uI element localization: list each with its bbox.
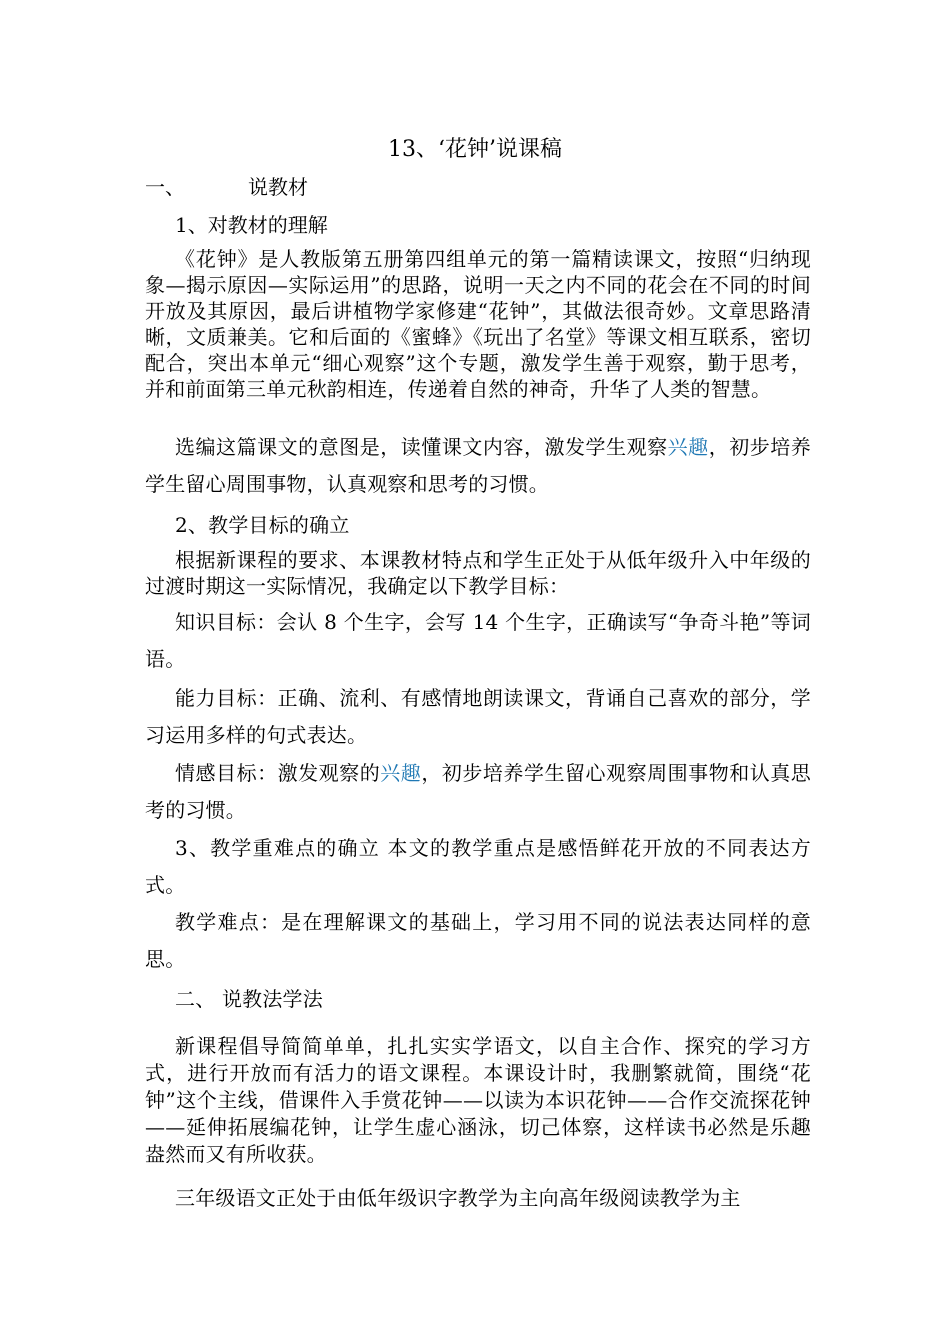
interest-link[interactable]: 兴趣: [380, 761, 422, 785]
paragraph-emotion-goal: [145, 755, 811, 829]
paragraph-ability-goal: 能力目标：正确、流利、有感情地朗读课文，背诵自己喜欢的部分，学习运用多样的句式表达。: [145, 686, 811, 747]
paragraph-difficult-points: 教学难点：是在理解课文的基础上，学习用不同的说法表达同样的意思。: [145, 910, 811, 971]
subsection-2-heading: 2、教学目标的确立: [175, 513, 350, 537]
subsection-1-heading: 1、对教材的理解: [175, 213, 328, 237]
paragraph-text: ，初步培养学生留心观察周围事物和认真思考的习惯。: [145, 761, 811, 822]
section-2-heading: 二、 说教法学法: [175, 987, 323, 1011]
paragraph-teaching-method: 新课程倡导简简单单，扎扎实实学语文，以自主合作、探究的学习方式，进行开放而有活力的语文课程。本课设计时，我删繁就简，围绕“花钟”这个主线，借课件入手赏花钟——以读为本识花钟——合作交流探花钟——延伸拓展编花钟，让学生虚心涵泳，切己体察，这样读书必然是乐趣盎然而又有所收获。: [145, 1034, 811, 1166]
paragraph-text: 情感目标：激发观察的: [175, 761, 381, 785]
interest-link[interactable]: 兴趣: [667, 435, 709, 459]
section-1-number: 一、: [145, 175, 185, 199]
paragraph-textbook-understanding: 《花钟》是人教版第五册第四组单元的第一篇精读课文，按照“归纳现象—揭示原因—实际运用”的思路，说明一天之内不同的花会在不同的时间开放及其原因，最后讲植物学家修建“花钟”，其做法很奇妙。文章思路清晰，文质兼美。它和后面的《蜜蜂》《玩出了名堂》等课文相互联系，密切配合，突出本单元“细心观察”这个专题，激发学生善于观察，勤于思考，并和前面第三单元秋韵相连，传递着自然的神奇，升华了人类的智慧。: [145, 247, 811, 401]
paragraph-knowledge-goal: 知识目标：会认 8 个生字，会写 14 个生字，正确读写“争奇斗艳”等词语。: [145, 610, 811, 671]
paragraph-key-points: 3、教学重难点的确立 本文的教学重点是感悟鲜花开放的不同表达方式。: [145, 836, 811, 897]
paragraph-grade-three: 三年级语文正处于由低年级识字教学为主向高年级阅读教学为主: [175, 1186, 741, 1210]
section-1-title: 说教材: [248, 175, 308, 199]
paragraph-selection-intent: [145, 429, 811, 503]
paragraph-text: ，初步培养学生留心周围事物，认真观察和思考的习惯。: [145, 435, 811, 496]
document-title: 13、‘花钟’说课稿: [388, 137, 562, 162]
paragraph-text: 选编这篇课文的意图是，读懂课文内容，激发学生观察: [175, 435, 668, 459]
paragraph-goal-basis: 根据新课程的要求、本课教材特点和学生正处于从低年级升入中年级的过渡时期这一实际情况，我确定以下教学目标：: [145, 548, 811, 598]
